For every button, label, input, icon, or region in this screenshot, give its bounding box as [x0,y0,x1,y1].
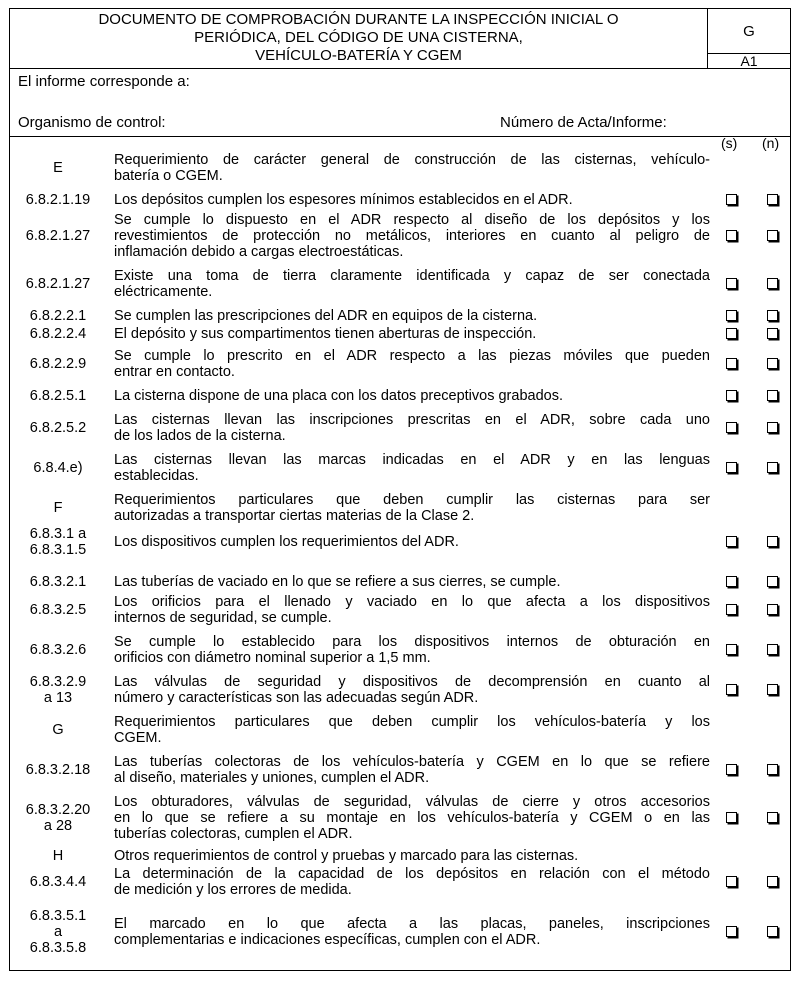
description-line: Se cumple lo establecido para los dispositivos internos de obturación en [114,634,710,650]
inspection-form [9,8,791,971]
item-description [114,674,710,706]
item-description [114,848,710,864]
reference-line: 6.8.2.2.9 [29,356,87,372]
item-reference [10,908,106,956]
checkbox-no[interactable] [767,358,778,369]
reference-line: 6.8.2.5.2 [29,420,87,436]
checkbox-yes[interactable] [726,390,737,401]
reference-line: 6.8.3.5.1 [29,908,87,924]
item-description [114,534,710,550]
checkbox-yes[interactable] [726,358,737,369]
item-reference [10,526,106,558]
item-reference [10,848,106,864]
checkbox-no[interactable] [767,536,778,547]
checkbox-yes[interactable] [726,310,737,321]
checkbox-yes[interactable] [726,764,737,775]
description-line: Las válvulas de seguridad y dispositivos de decomprensión en cuanto al [114,674,710,690]
item-description [114,594,710,626]
checkbox-yes[interactable] [726,684,737,695]
description-line: Las tuberías colectoras de los vehículos-batería y CGEM en lo que se refiere [114,754,710,770]
item-description [114,634,710,666]
column-header-no: (n) [762,135,780,151]
checkbox-yes[interactable] [726,576,737,587]
description-line: de medición y los errores de medida. [114,882,352,898]
description-line: Se cumple lo dispuesto en el ADR respecto al diseño de los depósitos y los [114,212,710,228]
reference-line: 6.8.2.1.27 [25,228,91,244]
checkbox-yes[interactable] [726,230,737,241]
reference-line: 6.8.4.e) [33,460,83,476]
description-line: Los dispositivos cumplen los requerimientos del ADR. [114,534,459,550]
title-line: DOCUMENTO DE COMPROBACIÓN DURANTE LA INSPECCIÓN INICIAL O [98,11,619,28]
checkbox-no[interactable] [767,576,778,587]
checkbox-no[interactable] [767,422,778,433]
description-line: al diseño, materiales y uniones, cumplen el ADR. [114,770,430,786]
description-line: inflamación debido a cargas electroestáticas. [114,244,404,260]
checkbox-yes[interactable] [726,278,737,289]
item-reference [10,802,106,834]
description-line: El depósito y sus compartimentos tienen aberturas de inspección. [114,326,537,342]
reference-line: G [52,722,64,738]
title-line: PERIÓDICA, DEL CÓDIGO DE UNA CISTERNA, [194,29,523,46]
reference-line: 6.8.3.2.9 [29,674,87,690]
reference-line: a 13 [43,690,73,706]
description-line: revestimientos de protección no metálicos, interiores en cuanto al peligro de [114,228,710,244]
reference-line: 6.8.3.5.8 [29,940,87,956]
item-description [114,268,710,300]
reference-line: 6.8.3.2.5 [29,602,87,618]
report-for-label: El informe corresponde a: [18,73,190,90]
item-description [114,492,710,524]
item-description [114,152,710,184]
description-line: Requerimiento de carácter general de construcción de las cisternas, vehículo- [114,152,710,168]
checkbox-no[interactable] [767,644,778,655]
reference-line: 6.8.3.2.20 [25,802,91,818]
checkbox-no[interactable] [767,390,778,401]
description-line: número y características son las adecuadas según ADR. [114,690,479,706]
item-reference [10,574,106,590]
item-description [114,574,710,590]
description-line: Los orificios para el llenado y vaciado en lo que afecta a los dispositivos [114,594,710,610]
description-line: de los lados de la cisterna. [114,428,286,444]
item-description [114,714,710,746]
reference-line: 6.8.2.2.4 [29,326,87,342]
item-description [114,388,710,404]
checkbox-yes[interactable] [726,328,737,339]
description-line: Las cisternas llevan las inscripciones prescritas en el ADR, sobre cada uno [114,412,710,428]
item-description [114,308,710,324]
checkbox-no[interactable] [767,462,778,473]
control-body-label: Organismo de control: [18,114,166,131]
checkbox-no[interactable] [767,328,778,339]
item-reference [10,388,106,404]
description-line: eléctricamente. [114,284,213,300]
description-line: batería o CGEM. [114,168,223,184]
reference-line: H [52,848,64,864]
description-line: Los depósitos cumplen los espesores mínimos establecidos en el ADR. [114,192,573,208]
item-description [114,348,710,380]
reference-line: a [53,924,63,940]
reference-line: 6.8.3.2.18 [25,762,91,778]
title-line: VEHÍCULO-BATERÍA Y CGEM [255,47,462,64]
reference-line: F [53,500,63,516]
item-reference [10,192,106,208]
description-line: CGEM. [114,730,162,746]
item-reference [10,460,106,476]
item-description [114,452,710,484]
description-line: Las cisternas llevan las marcas indicadas en el ADR y en las lenguas [114,452,710,468]
item-reference [10,762,106,778]
item-description [114,212,710,260]
checkbox-no[interactable] [767,812,778,823]
reference-line: 6.8.2.5.1 [29,388,87,404]
description-line: internos de seguridad, se cumple. [114,610,332,626]
description-line: orificios con diámetro nominal superior a 1,5 mm. [114,650,431,666]
description-line: en lo que se refiere a su montaje en los vehículos-batería y CGEM o en las [114,810,710,826]
checkbox-no[interactable] [767,194,778,205]
description-line: tuberías colectoras, cumplen el ADR. [114,826,353,842]
item-reference [10,602,106,618]
item-reference [10,308,106,324]
checkbox-no[interactable] [767,926,778,937]
item-reference [10,642,106,658]
reference-line: 6.8.2.2.1 [29,308,87,324]
description-line: Los obturadores, válvulas de seguridad, válvulas de cierre y otros accesorios [114,794,710,810]
description-line: Requerimientos particulares que deben cumplir las cisternas para ser [114,492,710,508]
checkbox-yes[interactable] [726,536,737,547]
checkbox-no[interactable] [767,684,778,695]
reference-line: 6.8.3.2.6 [29,642,87,658]
description-line: entrar en contacto. [114,364,235,380]
item-description [114,326,710,342]
description-line: Existe una toma de tierra claramente identificada y capaz de ser conectada [114,268,710,284]
checkbox-yes[interactable] [726,812,737,823]
item-reference [10,722,106,738]
item-reference [10,356,106,372]
description-line: Se cumplen las prescripciones del ADR en equipos de la cisterna. [114,308,538,324]
section-divider [10,136,790,137]
checkbox-no[interactable] [767,310,778,321]
description-line: Otros requerimientos de control y pruebas y marcado para las cisternas. [114,848,579,864]
description-line: Se cumple lo prescrito en el ADR respecto a las piezas móviles que pueden [114,348,710,364]
item-description [114,754,710,786]
item-description [114,866,710,898]
report-number-label: Número de Acta/Informe: [500,114,667,131]
checkbox-yes[interactable] [726,604,737,615]
reference-line: 6.8.3.2.1 [29,574,87,590]
description-line: El marcado en lo que afecta a las placas, paneles, inscripciones [114,916,710,932]
item-reference [10,500,106,516]
item-reference [10,420,106,436]
annex-code: A1 [708,54,790,69]
checkbox-no[interactable] [767,230,778,241]
item-reference [10,874,106,890]
description-line: complementarias e indicaciones específicas, cumplen con el ADR. [114,932,541,948]
description-line: La cisterna dispone de una placa con los datos preceptivos grabados. [114,388,563,404]
checkbox-yes[interactable] [726,644,737,655]
item-description [114,916,710,948]
checkbox-yes[interactable] [726,422,737,433]
checkbox-no[interactable] [767,876,778,887]
reference-line: 6.8.2.1.19 [25,192,91,208]
checkbox-yes[interactable] [726,462,737,473]
document-code: G [708,9,790,54]
reference-line: 6.8.3.1 a [29,526,87,542]
description-line: Requerimientos particulares que deben cumplir los vehículos-batería y los [114,714,710,730]
checkbox-no[interactable] [767,278,778,289]
item-reference [10,160,106,176]
checkbox-yes[interactable] [726,876,737,887]
reference-line: 6.8.2.1.27 [25,276,91,292]
reference-line: E [53,160,63,176]
description-line: establecidas. [114,468,199,484]
item-description [114,412,710,444]
item-reference [10,674,106,706]
item-reference [10,276,106,292]
item-description [114,192,710,208]
column-header-yes: (s) [721,135,738,151]
item-reference [10,326,106,342]
reference-line: a 28 [43,818,73,834]
reference-line: 6.8.3.1.5 [29,542,87,558]
checkbox-yes[interactable] [726,194,737,205]
description-line: autorizadas a transportar ciertas materias de la Clase 2. [114,508,475,524]
checkbox-yes[interactable] [726,926,737,937]
item-reference [10,228,106,244]
checkbox-no[interactable] [767,764,778,775]
item-description [114,794,710,842]
reference-line: 6.8.3.4.4 [29,874,87,890]
description-line: Las tuberías de vaciado en lo que se refiere a sus cierres, se cumple. [114,574,561,590]
description-line: La determinación de la capacidad de los depósitos en relación con el método [114,866,710,882]
document-title [10,9,708,69]
checkbox-no[interactable] [767,604,778,615]
